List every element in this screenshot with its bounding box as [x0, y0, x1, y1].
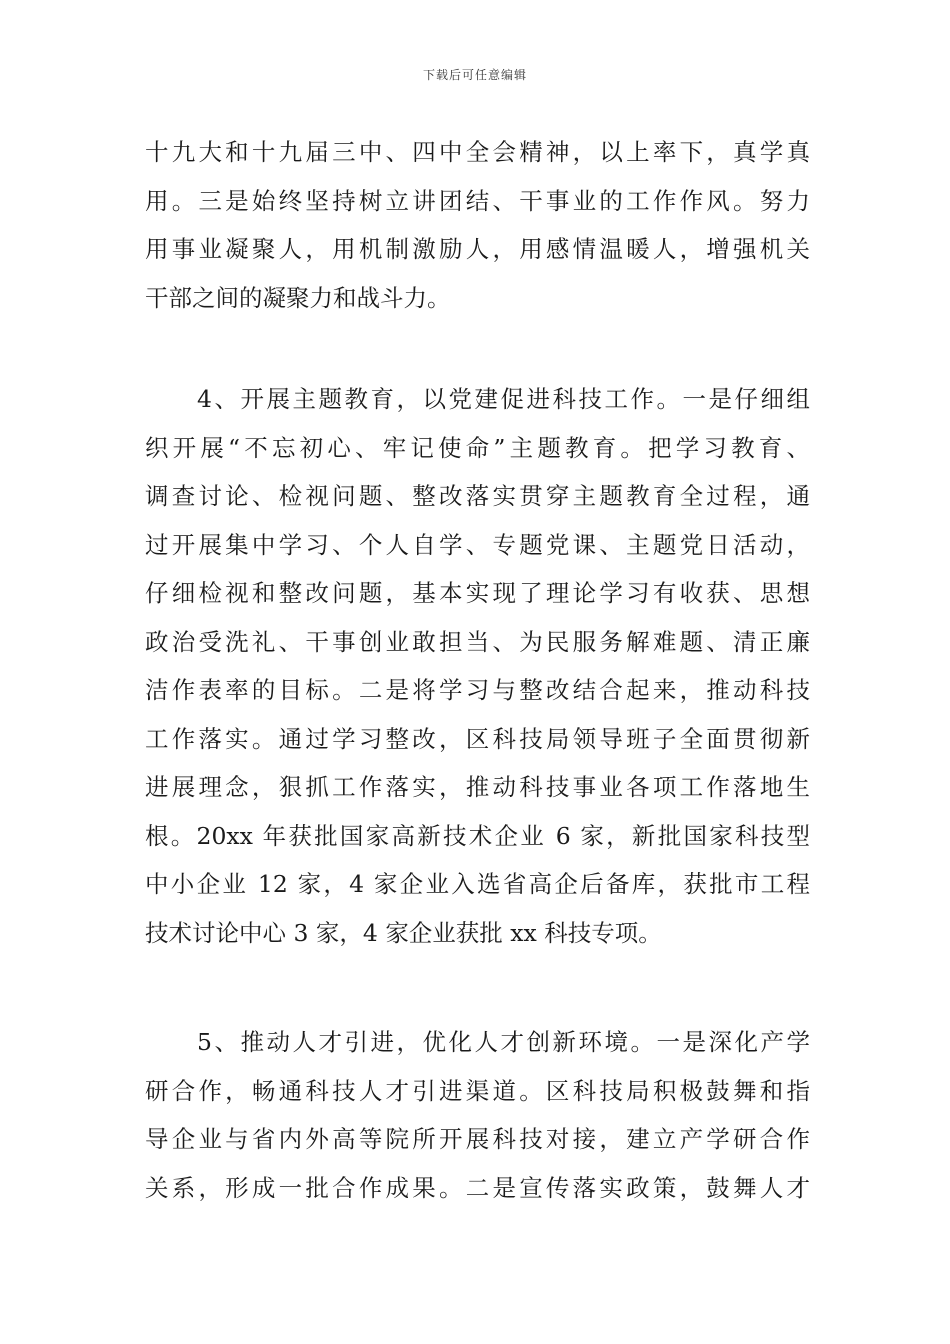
text-line: 技术讨论中心 3 家，4 家企业获批 xx 科技专项。: [145, 918, 662, 947]
text-line: 用事业凝聚人，用机制激励人，用感情温暖人，增强机关: [145, 235, 810, 263]
text-line: 织开展“不忘初心、牢记使命”主题教育。把学习教育、: [145, 433, 810, 462]
text-line: 4、开展主题教育，以党建促进科技工作。一是仔细组: [145, 385, 810, 413]
text-line: 工作落实。通过学习整改，区科技局领导班子全面贯彻新: [145, 724, 810, 753]
text-line: 进展理念，狠抓工作落实，推动科技事业各项工作落地生: [145, 773, 810, 801]
paragraph-item-4: [145, 375, 810, 957]
text-line: 洁作表率的目标。二是将学习与整改结合起来，推动科技: [145, 676, 810, 704]
text-line: 政治受洗礼、干事创业敢担当、为民服务解难题、清正廉: [145, 627, 810, 656]
paragraph-continuation: [145, 128, 810, 322]
text-line: 研合作，畅通科技人才引进渠道。区科技局积极鼓舞和指: [145, 1076, 810, 1105]
text-line: 中小企业 12 家，4 家企业入选省高企后备库，获批市工程: [145, 870, 810, 898]
text-line: 导企业与省内外高等院所开展科技对接，建立产学研合作: [145, 1125, 810, 1153]
page-header: 下载后可任意编辑: [422, 68, 527, 82]
text-line: 干部之间的凝聚力和战斗力。: [145, 283, 451, 312]
text-line: 根。20xx 年获批国家高新技术企业 6 家，新批国家科技型: [145, 821, 810, 850]
paragraph-item-5: [145, 1018, 810, 1212]
text-line: 过开展集中学习、个人自学、专题党课、主题党日活动，: [145, 530, 810, 559]
text-line: 关系，形成一批合作成果。二是宣传落实政策，鼓舞人才: [145, 1173, 810, 1202]
text-line: 5、推动人才引进，优化人才创新环境。一是深化产学: [145, 1028, 810, 1056]
text-line: 仔细检视和整改问题，基本实现了理论学习有收获、思想: [145, 579, 810, 607]
text-line: 用。三是始终坚持树立讲团结、干事业的工作作风。努力: [145, 186, 810, 215]
text-line: 十九大和十九届三中、四中全会精神，以上率下，真学真: [145, 138, 810, 166]
text-line: 调查讨论、检视问题、整改落实贯穿主题教育全过程，通: [145, 482, 810, 510]
